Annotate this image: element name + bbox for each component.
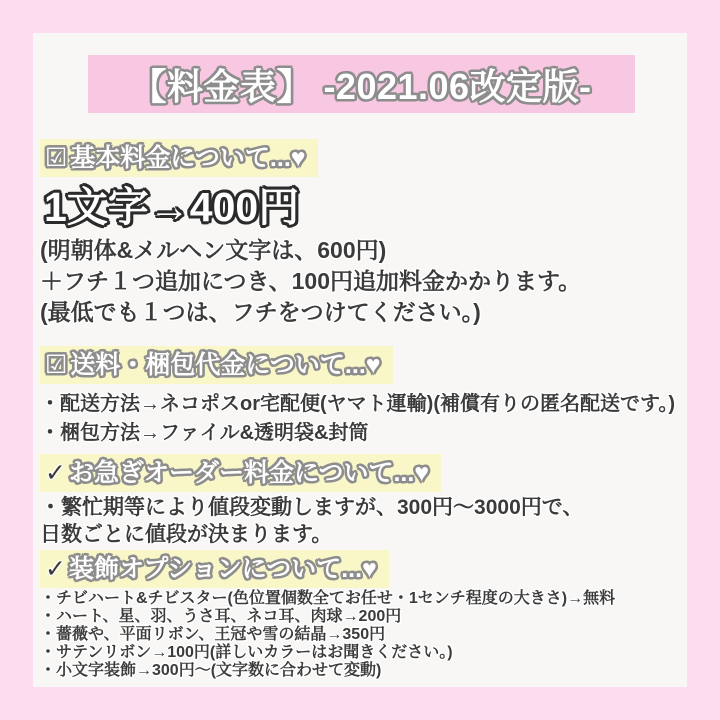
- section-rush-order: [40, 454, 682, 548]
- base-price-text: 1文字→400円: [44, 184, 300, 230]
- body-line: ・サテンリボン→100円(詳しいカラーはお聞きください。): [40, 644, 453, 661]
- section-heading-row: [40, 550, 682, 588]
- section-heading-label: 送料・梱包代金について...♥: [70, 351, 381, 379]
- checkbox-icon: ☑: [45, 144, 68, 172]
- body-line: 日数ごとに値段が決まります。: [40, 523, 333, 546]
- checkmark-icon: ✓: [45, 555, 66, 583]
- body-line: (最低でも１つは、フチをつけてください。): [40, 299, 481, 325]
- section-heading: [40, 454, 441, 492]
- checkmark-icon: ✓: [45, 459, 66, 487]
- section-heading-row: [40, 454, 682, 492]
- body-line: ・配送方法→ネコポスor宅配便(ヤマト運輸)(補償有りの匿名配送です。): [40, 393, 676, 415]
- body-line: ・梱包方法→ファイル&透明袋&封筒: [40, 422, 369, 444]
- section-heading-row: [40, 346, 682, 384]
- section-heading: [40, 346, 393, 384]
- section-heading: [40, 550, 389, 588]
- section-heading-row: [40, 139, 682, 177]
- section-heading: [40, 139, 318, 177]
- checkbox-icon: ☑: [45, 351, 68, 379]
- section-heading-label: お急ぎオーダー料金について...♥: [68, 459, 430, 487]
- page-title: 【料金表】 -2021.06改定版-: [130, 65, 592, 107]
- section-basic-fee: [40, 139, 682, 328]
- title-banner: [88, 55, 635, 113]
- body-line: ・小文字装飾→300円〜(文字数に合わせて変動): [40, 662, 382, 679]
- section-heading-label: 装飾オプションについて...♥: [68, 555, 377, 583]
- body-line: (明朝体&メルヘン文字は、600円): [40, 237, 387, 263]
- body-line: ＋フチ１つ追加につき、100円追加料金かかります。: [40, 268, 582, 294]
- body-line: ・ハート、星、羽、うさ耳、ネコ耳、肉球→200円: [40, 608, 402, 625]
- body-line: ・チビハート&チビスター(色位置個数全てお任せ・1センチ程度の大きさ)→無料: [40, 590, 616, 607]
- section-decoration-options: [40, 550, 682, 680]
- content-sheet: [33, 33, 687, 687]
- section-heading-label: 基本料金について...♥: [70, 144, 306, 172]
- body-line: ・繁忙期等により値段変動しますが、300円〜3000円で、: [40, 496, 584, 519]
- section-shipping: [40, 346, 682, 448]
- body-line: ・薔薇や、平面リボン、王冠や雪の結晶→350円: [40, 626, 386, 643]
